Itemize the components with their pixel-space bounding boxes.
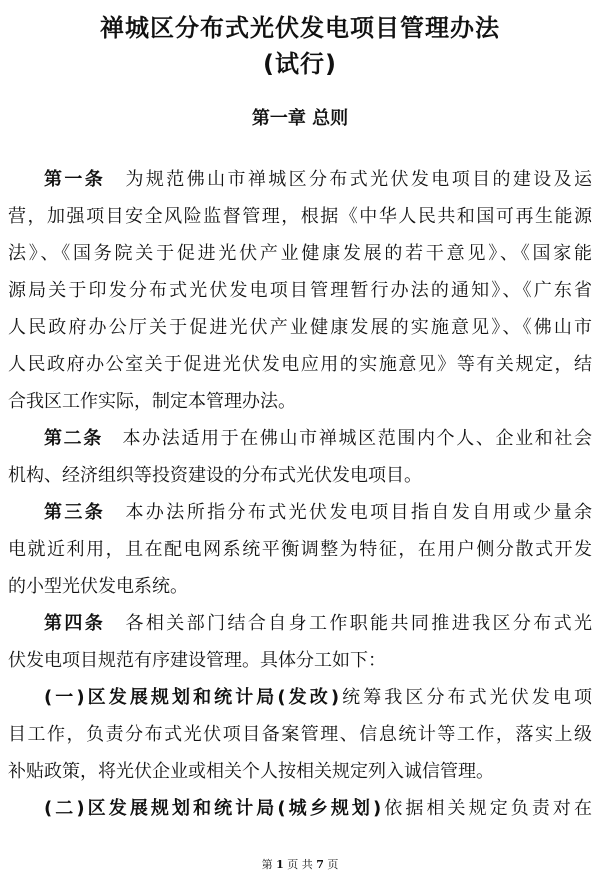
page-total: 7 bbox=[316, 858, 324, 871]
article-1-line-3: 法》、《国务院关于促进光伏产业健康发展的若干意见》、《国家能 bbox=[8, 243, 592, 264]
item-label: (二)区发展规划和统计局(城乡规划) bbox=[44, 798, 382, 819]
article-1-line-6: 人民政府办公室关于促进光伏发电应用的实施意见》等有关规定，结 bbox=[8, 354, 592, 375]
document-title: 禅城区分布式光伏发电项目管理办法 bbox=[100, 14, 500, 42]
article-1-line-2: 营，加强项目安全风险监督管理，根据《中华人民共和国可再生能源 bbox=[8, 206, 592, 227]
article-1-line-7: 合我区工作实际，制定本管理办法。 bbox=[8, 391, 296, 412]
page-number: 1 bbox=[276, 858, 284, 871]
chapter-heading: 第一章 总则 bbox=[251, 108, 349, 129]
article-label: 第三条 bbox=[44, 502, 106, 523]
article-3-line-1: 第三条 本办法所指分布式光伏发电项目指自发自用或少量余 bbox=[44, 502, 592, 523]
item-1-line-3: 补贴政策，将光伏企业或相关个人按相关规定列入诚信管理。 bbox=[8, 761, 494, 782]
article-2-line-2: 机构、经济组织等投资建设的分布式光伏发电项目。 bbox=[8, 465, 422, 486]
item-label: (一)区发展规划和统计局(发改) bbox=[44, 687, 340, 708]
article-1-line-1: 第一条 为规范佛山市禅城区分布式光伏发电项目的建设及运 bbox=[44, 169, 592, 190]
document-subtitle: (试行) bbox=[263, 50, 337, 78]
article-2-line-1: 第二条 本办法适用于在佛山市禅城区范围内个人、企业和社会 bbox=[44, 428, 592, 449]
article-4-line-2: 伏发电项目规范有序建设管理。具体分工如下： bbox=[8, 650, 386, 671]
page-footer: 第 1 页 共 7 页 bbox=[261, 858, 339, 871]
article-4-line-1: 第四条 各相关部门结合自身工作职能共同推进我区分布式光 bbox=[44, 613, 592, 634]
article-label: 第四条 bbox=[44, 613, 106, 634]
item-1-line-2: 目工作，负责分布式光伏项目备案管理、信息统计等工作，落实上级 bbox=[8, 724, 592, 745]
article-1-line-5: 人民政府办公厅关于促进光伏产业健康发展的实施意见》、《佛山市 bbox=[8, 317, 592, 338]
article-3-line-2: 电就近利用，且在配电网系统平衡调整为特征，在用户侧分散式开发 bbox=[8, 539, 592, 560]
article-3-line-3: 的小型光伏发电系统。 bbox=[8, 576, 188, 597]
article-label: 第二条 bbox=[44, 428, 103, 449]
article-label: 第一条 bbox=[44, 169, 106, 190]
item-2-line-1: (二)区发展规划和统计局(城乡规划)依据相关规定负责对在 bbox=[44, 798, 592, 819]
article-1-line-4: 源局关于印发分布式光伏发电项目管理暂行办法的通知》、《广东省 bbox=[8, 280, 592, 301]
item-1-line-1: (一)区发展规划和统计局(发改)统筹我区分布式光伏发电项 bbox=[44, 687, 592, 708]
